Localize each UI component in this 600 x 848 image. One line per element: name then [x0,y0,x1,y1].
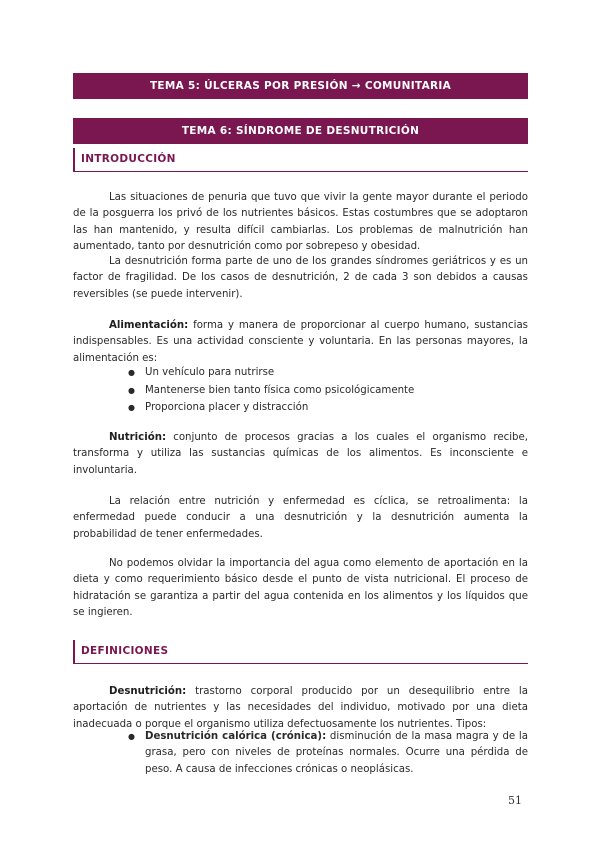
desnutricion-calorica-item [73,729,528,778]
agua-text: No podemos olvidar la importancia del agua como elemento de aportación en la dieta y como requerimiento básico desde el punto de vista nutricional. El proceso de hidratación se garantiza a partir del agua contenida en los alimentos y los líquidos que se ingieren. [73,558,528,619]
desnutricion-calorica-text-wrap [145,729,528,778]
desnutricion-text: trastorno corporal producido por un desequilibrio entre la aportación de nutrientes y las necesidades del individuo, motivado por una dieta inadecuada o porque el organismo utiliza defectuosamente los nutrientes. Tipos: [73,686,528,730]
agua-paragraph [73,556,528,622]
intro-paragraph-1-text: Las situaciones de penuria que tuvo que vivir la gente mayor durante el periodo de la posguerra los privó de los nutrientes básicos. Estas costumbres que se adoptaron las han mantenido, y resulta difícil cambiarlas. Los problemas de malnutrición han aumentado, tanto por desnutrición como por sobrepeso y obesidad. [73,192,528,253]
alimentacion-term: Alimentación: [109,320,189,331]
intro-paragraph-2 [73,254,528,303]
relacion-paragraph [73,494,528,543]
desnutricion-paragraph [73,684,528,733]
alimentacion-text: forma y manera de proporcionar al cuerpo humano, sustancias indispensables. Es una actividad consciente y voluntaria. En las personas mayores, la alimentación es: [73,320,528,364]
section-title: INTRODUCCIÓN [81,153,176,165]
list-item: ● Un vehículo para nutrirse [73,364,528,382]
topic-6-banner: TEMA 6: SÍNDROME DE DESNUTRICIÓN [73,118,528,144]
bullet-icon: ● [128,732,135,741]
calorica-text: disminución de la masa magra y de la grasa, pero con niveles de proteínas normales. Ocurre una pérdida de peso. A causa de infecciones crónicas o neoplásicas. [145,731,528,775]
list-item: ● Proporciona placer y distracción [73,399,528,417]
alimentacion-list [73,364,528,417]
alimentacion-paragraph [73,318,528,367]
intro-paragraph-2-text: La desnutrición forma parte de uno de los grandes síndromes geriátricos y es un factor de fragilidad. De los casos de desnutrición, 2 de cada 3 son debidos a causas reversibles (se puede intervenir). [73,256,528,300]
section-header-introduccion [73,148,528,172]
topic-5-banner: TEMA 5: ÚLCERAS POR PRESIÓN → COMUNITARIA [73,73,528,99]
nutricion-paragraph [73,430,528,479]
intro-paragraph-1 [73,190,528,256]
page-number: 51 [508,794,522,807]
section-title: DEFINICIONES [81,645,169,657]
relacion-text: La relación entre nutrición y enfermedad es cíclica, se retroalimenta: la enfermedad puede conducir a una desnutrición y la desnutrición aumenta la probabilidad de tener enfermedades. [73,496,528,540]
nutricion-text: conjunto de procesos gracias a los cuales el organismo recibe, transforma y utiliza las sustancias químicas de los alimentos. Es inconsciente e involuntaria. [73,432,528,476]
nutricion-term: Nutrición: [109,432,167,443]
calorica-term: Desnutrición calórica (crónica): [145,731,327,742]
list-item: ● Mantenerse bien tanto física como psicológicamente [73,382,528,400]
section-header-definiciones [73,640,528,664]
desnutricion-term: Desnutrición: [109,686,187,697]
